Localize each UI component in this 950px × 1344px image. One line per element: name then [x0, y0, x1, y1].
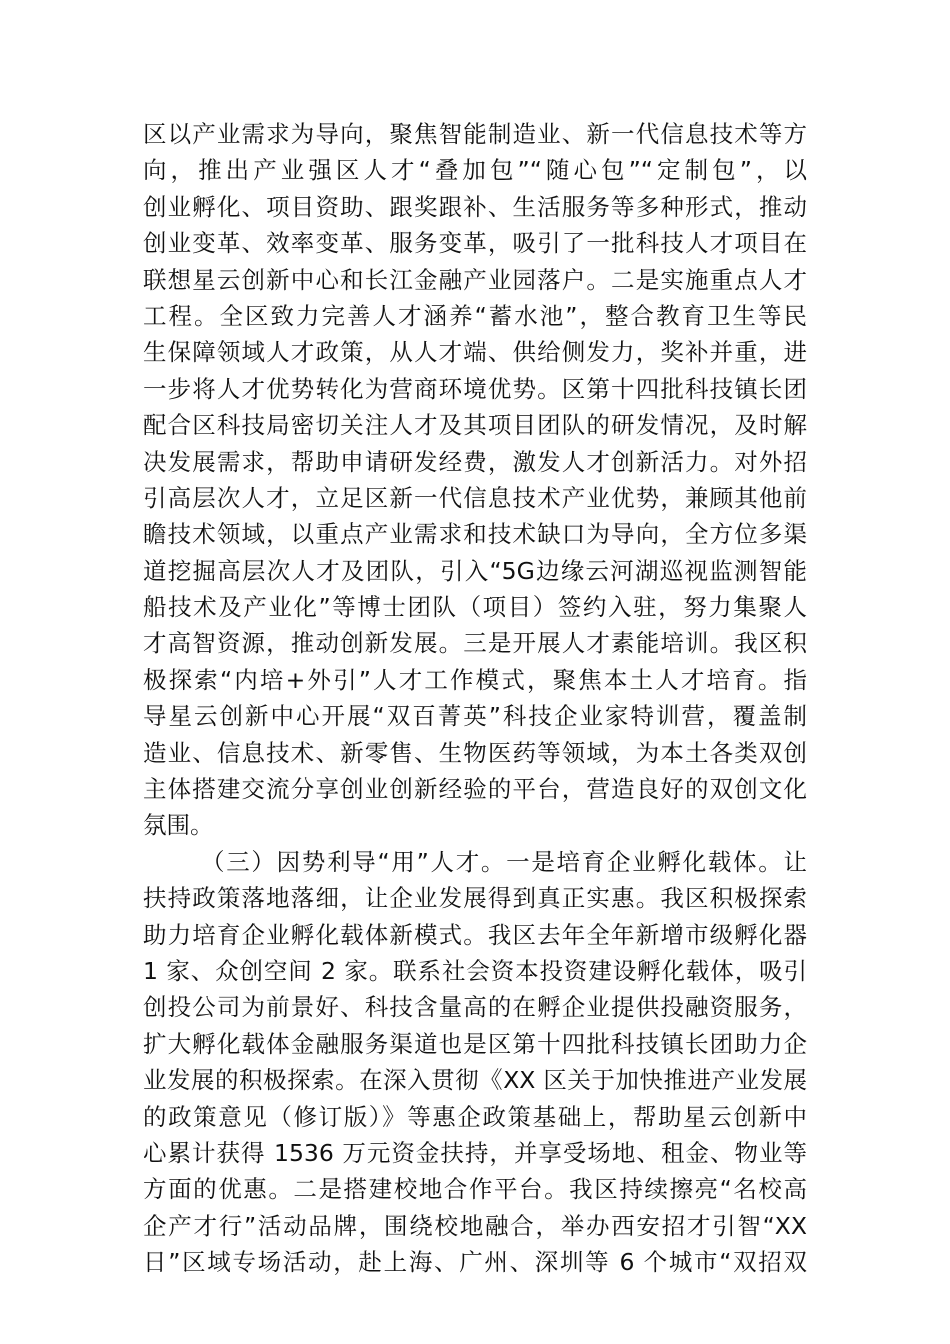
text-line: 船技术及产业化”等博士团队（项目）签约入驻，努力集聚人 [143, 593, 807, 622]
text-line: 工程。全区致力完善人才涵养“蓄水池”，整合教育卫生等民 [143, 301, 807, 330]
text-line: 才高智资源，推动创新发展。三是开展人才素能培训。我区积 [143, 629, 807, 658]
text-line: 瞻技术领域，以重点产业需求和技术缺口为导向，全方位多渠 [143, 520, 807, 549]
text-line: 导星云创新中心开展“双百菁英”科技企业家特训营，覆盖制 [143, 702, 807, 731]
text-line: 决发展需求，帮助申请研发经费，激发人才创新活力。对外招 [143, 447, 807, 476]
text-line: 创业孵化、项目资助、跟奖跟补、生活服务等多种形式，推动 [143, 192, 807, 221]
section-heading-line: （三）因势利导“用”人才。一是培育企业孵化载体。让 [201, 847, 807, 876]
body-text [143, 116, 807, 1281]
text-line: 企产才行”活动品牌，围绕校地融合，举办西安招才引智“XX [143, 1211, 807, 1240]
text-line: 日”区域专场活动，赴上海、广州、深圳等 6 个城市“双招双 [143, 1248, 807, 1277]
text-line: 造业、信息技术、新零售、生物医药等领域，为本土各类双创 [143, 738, 807, 767]
text-line: 扩大孵化载体金融服务渠道也是区第十四批科技镇长团助力企 [143, 1029, 807, 1058]
text-line: 助力培育企业孵化载体新模式。我区去年全年新增市级孵化器 [143, 920, 807, 949]
text-line: 极探索“内培+外引”人才工作模式，聚焦本土人才培育。指 [143, 665, 807, 694]
text-line: 创业变革、效率变革、服务变革，吸引了一批科技人才项目在 [143, 229, 807, 258]
text-line: 方面的优惠。二是搭建校地合作平台。我区持续擦亮“名校高 [143, 1175, 807, 1204]
text-line: 配合区科技局密切关注人才及其项目团队的研发情况，及时解 [143, 411, 807, 440]
text-line: 业发展的积极探索。在深入贯彻《XX 区关于加快推进产业发展 [143, 1066, 807, 1095]
text-line: 联想星云创新中心和长江金融产业园落户。二是实施重点人才 [143, 265, 807, 294]
text-line: 心累计获得 1536 万元资金扶持，并享受场地、租金、物业等 [143, 1138, 807, 1167]
text-line: 1 家、众创空间 2 家。联系社会资本投资建设孵化载体，吸引 [143, 956, 807, 985]
text-line: 向，推出产业强区人才“叠加包”“随心包”“定制包”，以 [143, 156, 807, 185]
text-line: 创投公司为前景好、科技含量高的在孵企业提供投融资服务， [143, 993, 807, 1022]
text-line: 道挖掘高层次人才及团队，引入“5G边缘云河湖巡视监测智能 [143, 556, 807, 585]
paragraph-end-line: 氛围。 [143, 811, 214, 840]
text-line: 区以产业需求为导向，聚焦智能制造业、新一代信息技术等方 [143, 120, 807, 148]
text-line: 的政策意见（修订版）》等惠企政策基础上，帮助星云创新中 [143, 1102, 807, 1131]
text-line: 一步将人才优势转化为营商环境优势。区第十四批科技镇长团 [143, 374, 807, 403]
text-line: 生保障领域人才政策，从人才端、供给侧发力，奖补并重，进 [143, 338, 807, 367]
text-line: 扶持政策落地落细，让企业发展得到真正实惠。我区积极探索 [143, 884, 807, 913]
text-line: 主体搭建交流分享创业创新经验的平台，营造良好的双创文化 [143, 775, 807, 804]
text-line: 引高层次人才，立足区新一代信息技术产业优势，兼顾其他前 [143, 483, 807, 512]
